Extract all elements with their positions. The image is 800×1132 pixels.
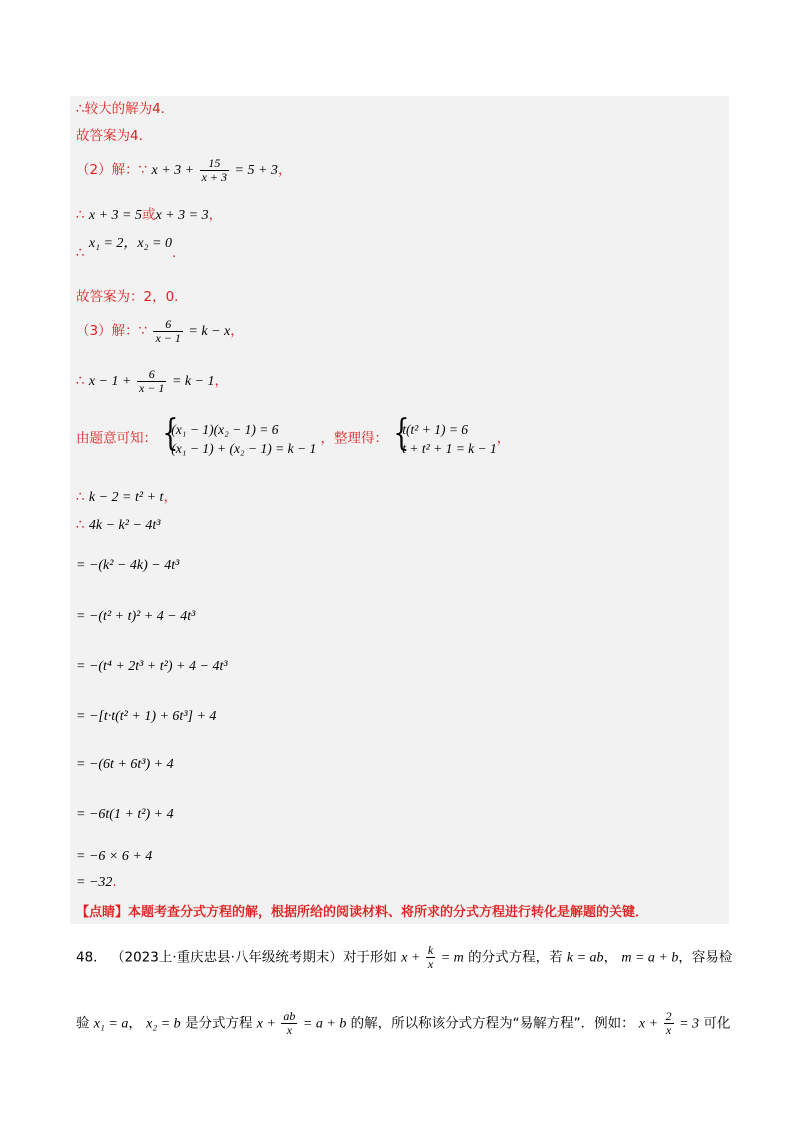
- question-line-2: 验 x₁ = a， x₂ = b 是分式方程 x + $\frac{ab}{x}$ = a + b 的解，所以称该分式方程为“易解方程”．例如： x + $\frac{2}{x}$ = 3 可化: [76, 1009, 731, 1037]
- step-7: = −6 × 6 + 4: [76, 849, 153, 864]
- step-6: = −6t(1 + t²) + 4: [76, 807, 174, 822]
- fraction: $\frac{2}{x}$: [665, 1009, 672, 1037]
- fraction: $\frac{k}{x}$: [427, 943, 434, 971]
- part3-step: ∴ x − 1 + $\frac{6}{x - 1}$ = k − 1，: [76, 367, 229, 395]
- part2-step: ∴ x + 3 = 5或x + 3 = 3，: [76, 207, 223, 223]
- system-of-equations: 由题意可知： { (x₁ − 1)(x₂ − 1) = 6 (x₁ − 1) + (x₂ − 1) = k − 1 ，整理得： { t(t² + 1) = 6 t + t² + 1 = k − 1 ，: [76, 420, 510, 458]
- fraction: $\frac{15}{x + 3}$: [201, 156, 228, 184]
- fraction: $\frac{6}{x - 1}$: [155, 317, 181, 345]
- target-expression: ∴ 4k − k² − 4t³: [76, 517, 161, 533]
- step-2: = −(t² + t)² + 4 − 4t³: [76, 609, 196, 624]
- part2-roots: ∴ x₁ = 2，x₂ = 0.: [76, 236, 177, 261]
- step-1: = −(k² − 4k) − 4t³: [76, 558, 180, 573]
- k-relation: ∴ k − 2 = t² + t，: [76, 489, 177, 505]
- solution-line-2: 故答案为4．: [76, 128, 153, 144]
- step-4: = −[t·t(t² + 1) + 6t³] + 4: [76, 709, 217, 724]
- step-8: = −32.: [76, 874, 117, 890]
- solution-line-1: ∴较大的解为4．: [76, 101, 175, 117]
- answer-2: 故答案为：2，0．: [76, 289, 188, 305]
- step-5: = −(6t + 6t³) + 4: [76, 757, 174, 772]
- fraction: $\frac{6}{x - 1}$: [139, 367, 165, 395]
- equation-system-1: { (x₁ − 1)(x₂ − 1) = 6 (x₁ − 1) + (x₂ − 1) = k − 1: [161, 420, 316, 458]
- part3-given: （3）解：∵ $\frac{6}{x - 1}$ = k − x，: [76, 317, 244, 345]
- step-3: = −(t⁴ + 2t³ + t²) + 4 − 4t³: [76, 659, 228, 674]
- equation-system-2: { t(t² + 1) = 6 t + t² + 1 = k − 1: [392, 420, 496, 458]
- key-point-comment: 【点睛】本题考查分式方程的解，根据所给的阅读材料、将所求的分式方程进行转化是解题的关键．: [76, 905, 649, 920]
- question-line-1: 48． （2023上·重庆忠县·八年级统考期末）对于形如 x + $\frac{k}{x}$ = m 的分式方程，若 k = ab， m = a + b，容易检: [76, 943, 733, 971]
- part2-given: （2）解：∵ x + 3 + $\frac{15}{x + 3}$ = 5 + 3，: [76, 156, 292, 184]
- fraction: $\frac{ab}{x}$: [283, 1009, 296, 1037]
